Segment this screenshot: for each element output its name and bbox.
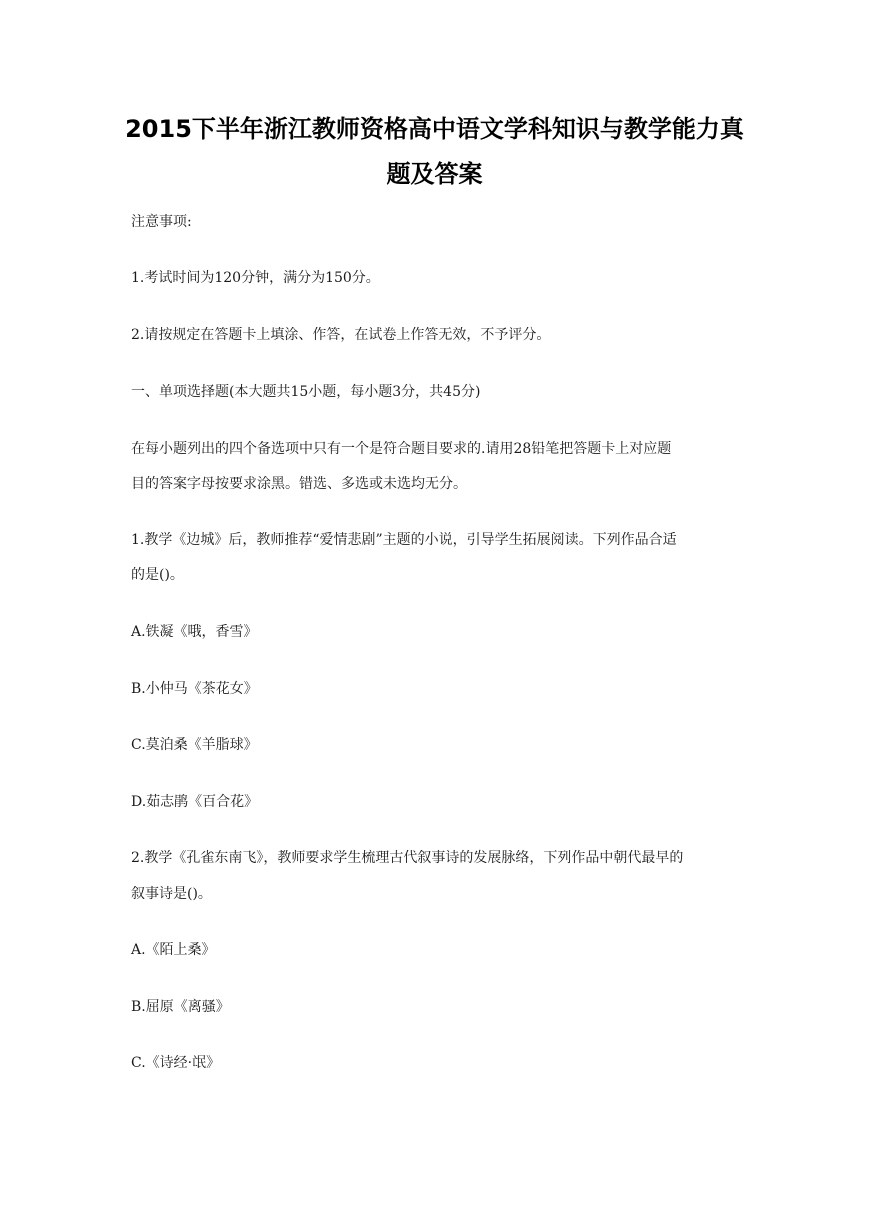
question-1-option-d: D.茹志鹃《百合花》 [131, 794, 259, 810]
question-1-option-b: B.小仲马《茶花女》 [131, 681, 258, 697]
question-2-option-c: C.《诗经·氓》 [131, 1055, 221, 1071]
question-1-stem-line-1: 1.教学《边城》后，教师推荐“爱情悲剧”主题的小说，引导学生拓展阅读。下列作品合适 [131, 532, 677, 548]
question-2-option-b: B.屈原《离骚》 [131, 999, 230, 1015]
question-2-option-a: A.《陌上桑》 [131, 942, 216, 958]
instructions-line-1: 在每小题列出的四个备选项中只有一个是符合题目要求的.请用28铅笔把答题卡上对应题 [131, 441, 672, 457]
question-2-stem-line-1: 2.教学《孔雀东南飞》，教师要求学生梳理古代叙事诗的发展脉络，下列作品中朝代最早的 [131, 850, 684, 866]
notice-heading: 注意事项: [131, 214, 192, 230]
notice-item-1: 1.考试时间为120分钟，满分为150分。 [131, 270, 380, 286]
question-1-stem-line-2: 的是()。 [131, 567, 184, 583]
section-heading: 一、单项选择题(本大题共15小题，每小题3分，共45分) [131, 384, 481, 400]
question-1-option-a: A.铁凝《哦，香雪》 [131, 624, 258, 640]
question-1-option-c: C.莫泊桑《羊脂球》 [131, 737, 258, 753]
document-title-line-1: 2015下半年浙江教师资格高中语文学科知识与教学能力真 [125, 115, 744, 143]
notice-item-2: 2.请按规定在答题卡上填涂、作答，在试卷上作答无效，不予评分。 [131, 327, 551, 343]
document-title-line-2: 题及答案 [386, 160, 483, 188]
question-2-stem-line-2: 叙事诗是()。 [131, 886, 212, 902]
instructions-line-2: 目的答案字母按要求涂黑。错选、多选或未选均无分。 [131, 476, 467, 492]
